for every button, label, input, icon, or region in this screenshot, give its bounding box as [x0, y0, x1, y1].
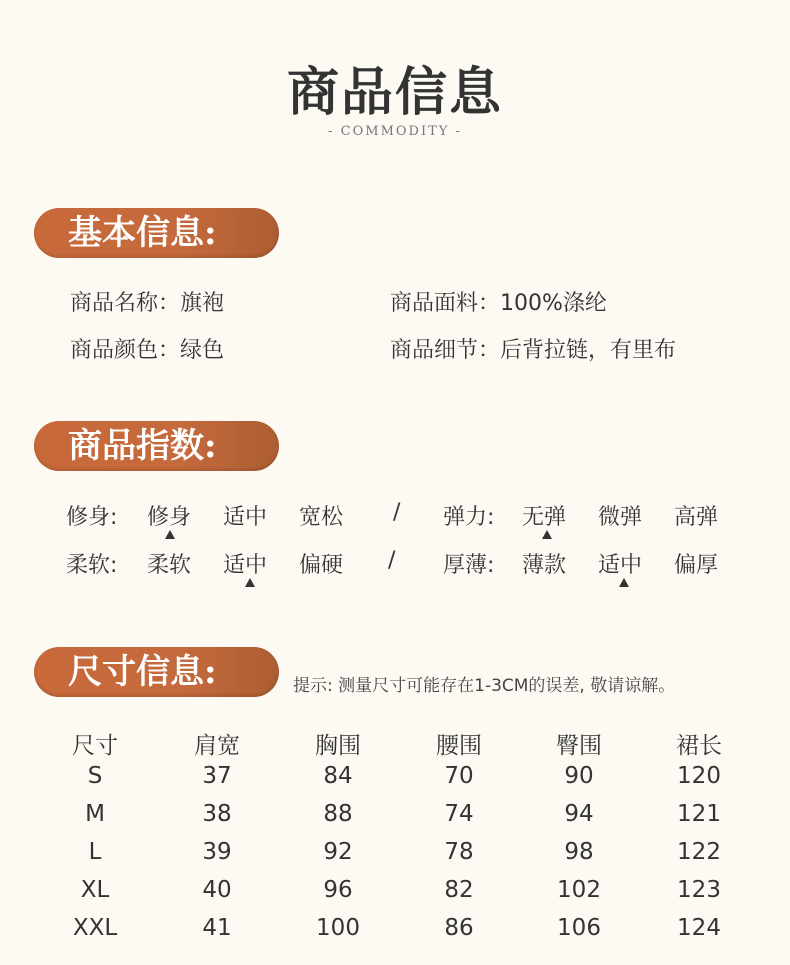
info-color: 商品颜色：绿色 [70, 338, 225, 363]
index-option: 宽松 [299, 505, 344, 530]
size-note: 提示: 测量尺寸可能存在1-3CM的误差, 敬请谅解。 [293, 676, 676, 696]
index-option: 适中 [223, 553, 268, 578]
table-cell: 78 [444, 839, 474, 865]
index-option: 偏硬 [299, 553, 344, 578]
info-fabric: 商品面料：100%涤纶 [390, 291, 607, 316]
table-cell: 41 [202, 915, 232, 941]
table-cell: XXL [72, 915, 118, 941]
section-header-size: 尺寸信息: [34, 647, 279, 697]
table-cell: 90 [564, 763, 594, 789]
index-label-thickness: 厚薄: [443, 553, 495, 578]
index-label-softness: 柔软: [66, 553, 118, 578]
table-cell: 123 [677, 877, 721, 903]
table-cell: 92 [323, 839, 353, 865]
table-cell: 94 [564, 801, 594, 827]
table-cell: 102 [557, 877, 601, 903]
table-cell: 86 [444, 915, 474, 941]
table-cell: 124 [677, 915, 721, 941]
index-option: 适中 [223, 505, 268, 530]
table-header: 胸围 [315, 733, 361, 759]
section-header-index: 商品指数: [34, 421, 279, 471]
table-cell: 98 [564, 839, 594, 865]
table-cell: 96 [323, 877, 353, 903]
table-cell: 39 [202, 839, 232, 865]
table-cell: 37 [202, 763, 232, 789]
table-cell: 84 [323, 763, 353, 789]
table-cell: M [85, 801, 105, 827]
table-cell: 74 [444, 801, 474, 827]
table-cell: S [87, 763, 103, 789]
table-cell: 106 [557, 915, 601, 941]
index-option: 微弹 [598, 505, 643, 530]
table-header: 尺寸 [72, 733, 118, 759]
table-cell: 82 [444, 877, 474, 903]
info-detail: 商品细节：后背拉链，有里布 [390, 338, 677, 363]
table-cell: 88 [323, 801, 353, 827]
table-cell: 38 [202, 801, 232, 827]
table-cell: 40 [202, 877, 232, 903]
index-option: 修身 [147, 505, 192, 530]
info-name: 商品名称：旗袍 [70, 291, 225, 316]
index-option: 薄款 [522, 553, 567, 578]
table-header: 臀围 [556, 733, 602, 759]
table-cell: 121 [677, 801, 721, 827]
table-cell: 100 [316, 915, 360, 941]
selected-marker-icon [245, 578, 255, 587]
page-subtitle: - COMMODITY - [328, 124, 462, 139]
table-cell: 120 [677, 763, 721, 789]
section-header-basic: 基本信息: [34, 208, 279, 258]
index-separator: / [393, 500, 401, 525]
index-option: 柔软 [147, 553, 192, 578]
table-header: 腰围 [436, 733, 482, 759]
selected-marker-icon [542, 530, 552, 539]
table-cell: XL [80, 877, 110, 903]
index-label-stretch: 弹力: [443, 505, 495, 530]
table-header: 肩宽 [194, 733, 240, 759]
index-separator: / [388, 548, 396, 573]
index-option: 无弹 [522, 505, 567, 530]
selected-marker-icon [165, 530, 175, 539]
table-cell: 70 [444, 763, 474, 789]
index-option: 高弹 [674, 505, 719, 530]
selected-marker-icon [619, 578, 629, 587]
page-title: 商品信息 [286, 62, 503, 123]
table-cell: L [88, 839, 102, 865]
index-label-fit: 修身: [66, 505, 118, 530]
index-option: 适中 [598, 553, 643, 578]
index-option: 偏厚 [674, 553, 719, 578]
table-header: 裙长 [676, 733, 722, 759]
table-cell: 122 [677, 839, 721, 865]
